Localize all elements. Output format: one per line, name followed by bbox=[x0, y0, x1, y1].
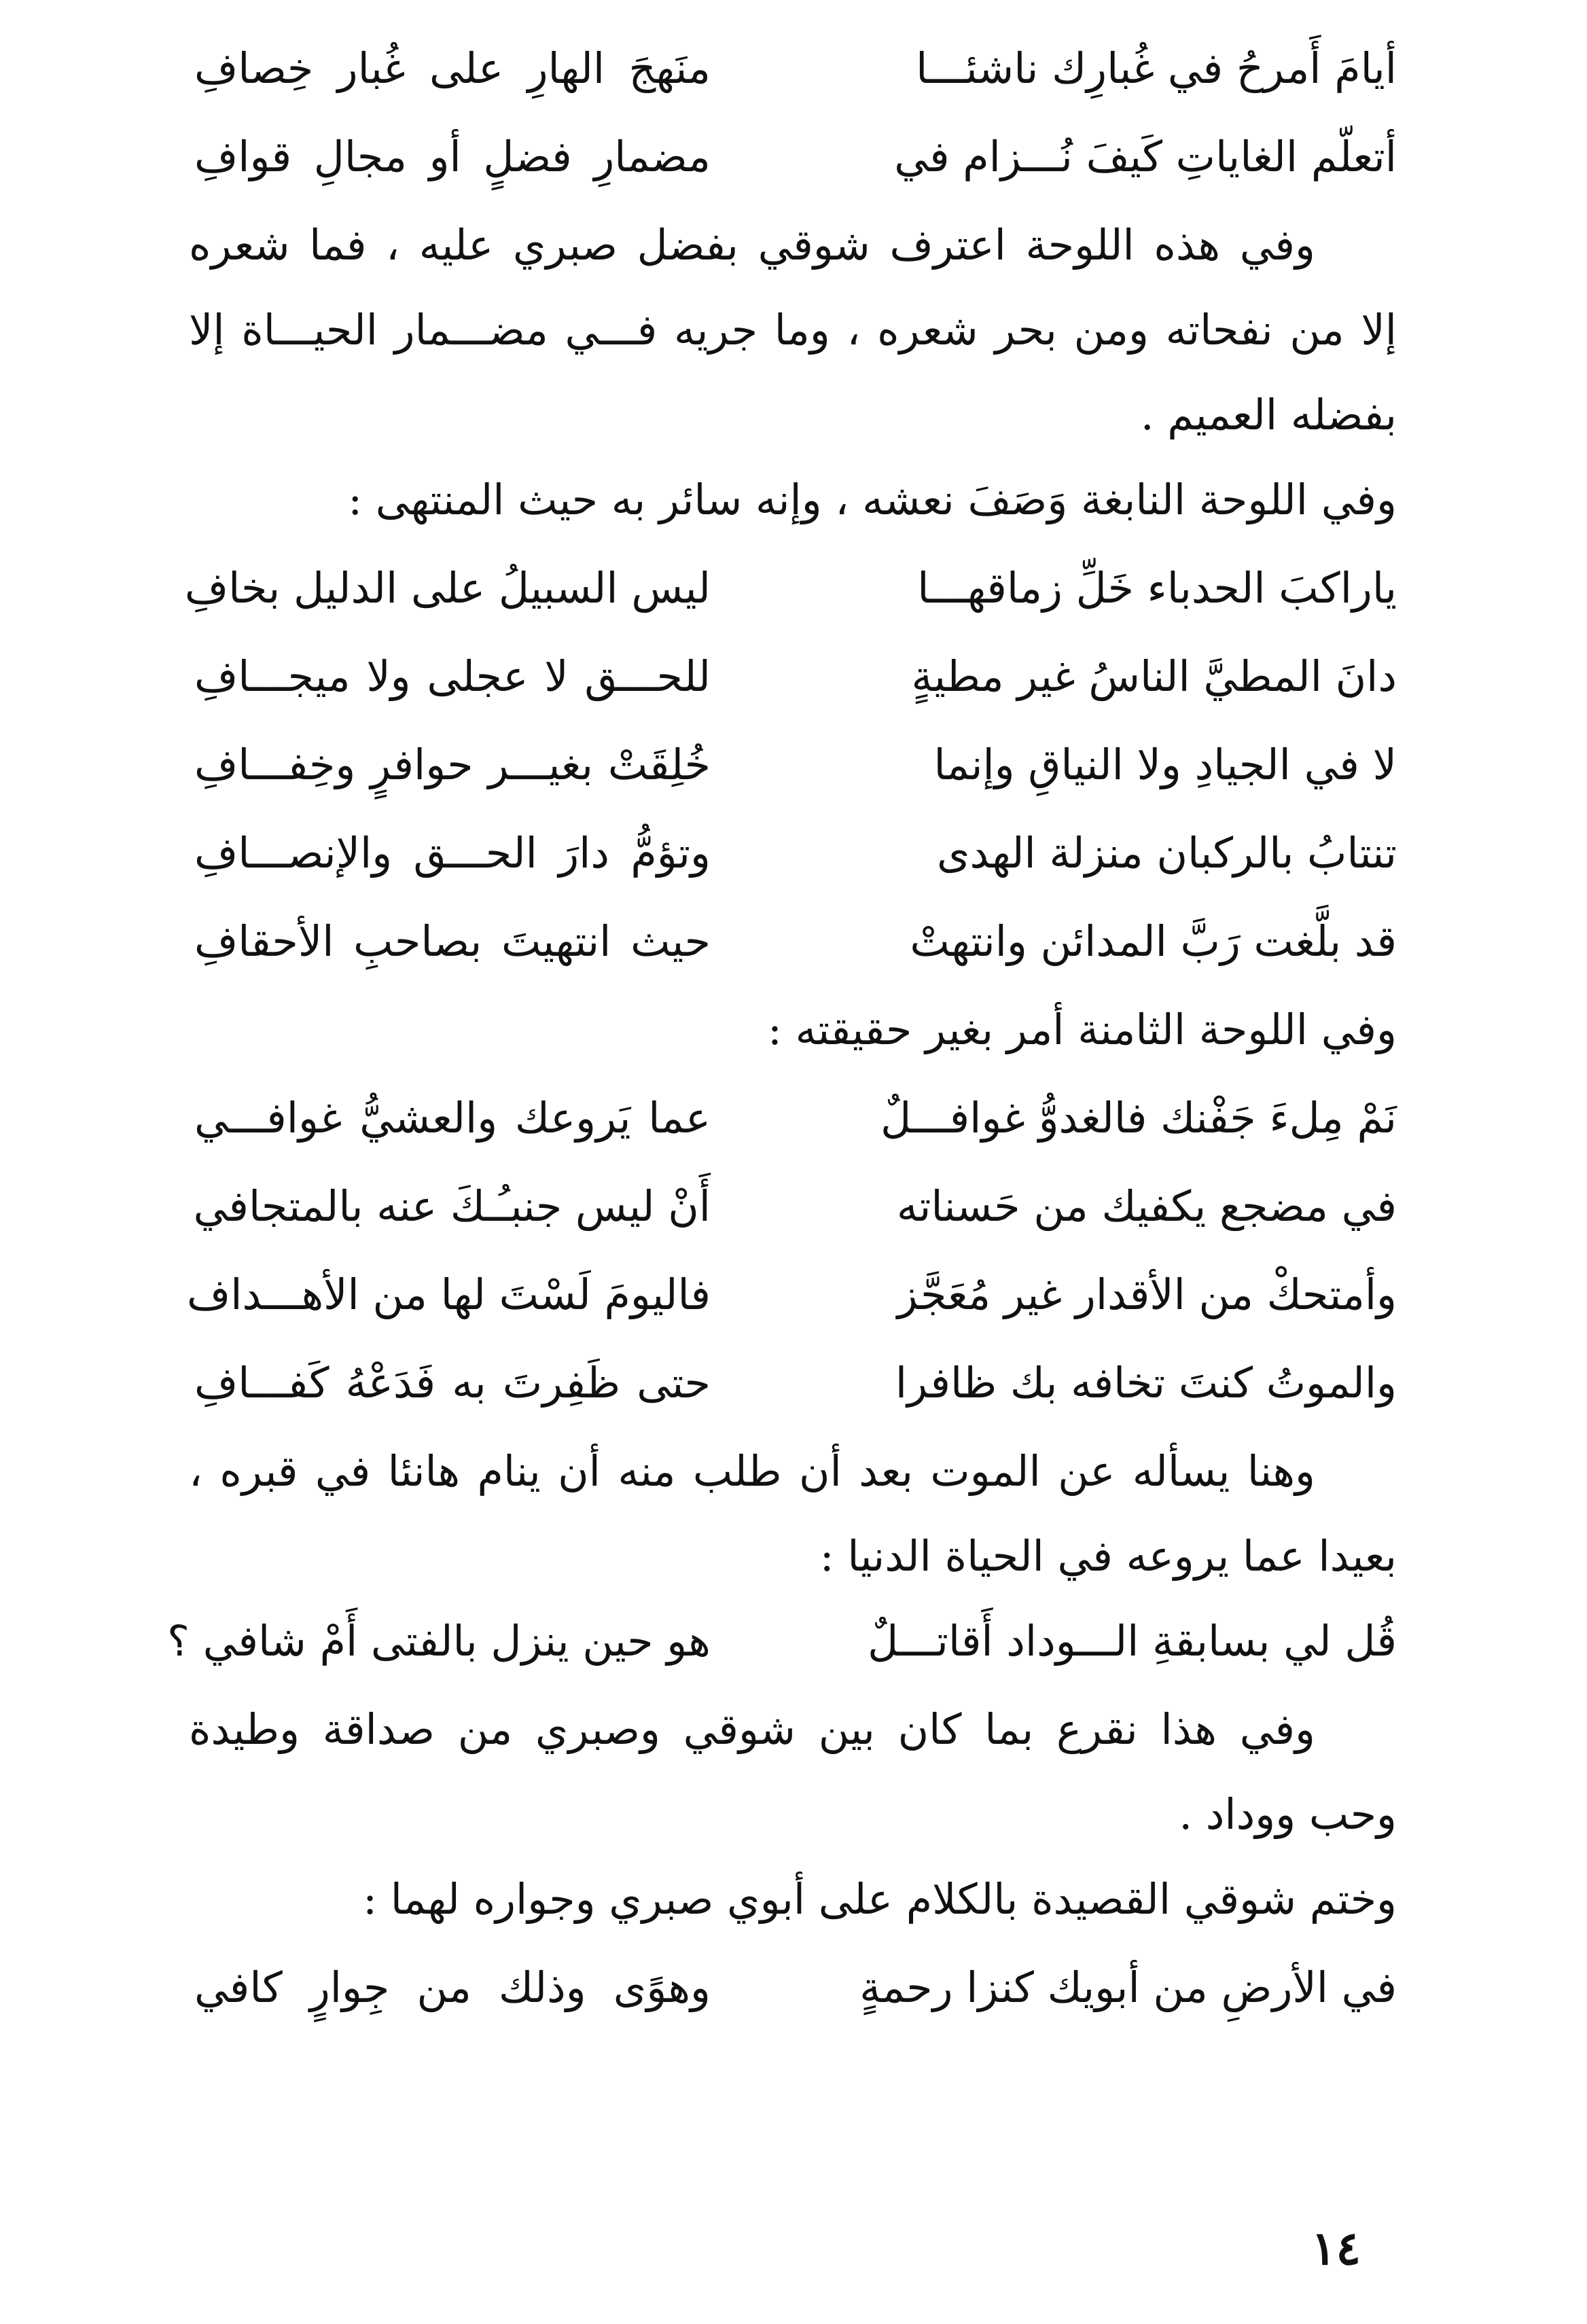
verse-3-second-hemistich: ليس السبيلُ على الدليل بخافِ bbox=[184, 563, 711, 613]
verse-10-second-hemistich: فاليومَ لَسْتَ لها من الأهـــداف bbox=[186, 1270, 711, 1319]
paragraph-1-line-1: وفي هذه اللوحة اعترف شوقي بفضل صبري عليه ، فما شعره bbox=[189, 220, 1315, 270]
verse-12-second-hemistich: هو حين ينزل بالفتى أَمْ شافي ؟ bbox=[167, 1616, 711, 1666]
paragraph-5-line-1: وفي هذا نقرع بما كان بين شوقي وصبري من صداقة وطيدة bbox=[189, 1704, 1315, 1754]
verse-8-second-hemistich: عما يَروعك والعشيُّ غوافـــي bbox=[194, 1093, 711, 1143]
verse-9-second-hemistich: أَنْ ليس جنبـُـكَ عنه بالمتجافي bbox=[193, 1181, 711, 1231]
verse-13-first-hemistich: في الأرضِ من أبويك كنزا رحمةٍ bbox=[859, 1963, 1397, 2012]
verse-5-second-hemistich: خُلِقَتْ بغيـــر حوافرٍ وخِفـــافِ bbox=[194, 740, 711, 789]
verse-2-first-hemistich: أتعلّم الغاياتِ كَيفَ نُـــزام في bbox=[894, 132, 1397, 181]
paragraph-4-line-2: بعيدا عما يروعه في الحياة الدنيا : bbox=[819, 1531, 1397, 1581]
verse-11-first-hemistich: والموتُ كنتَ تخافه بك ظافرا bbox=[895, 1358, 1397, 1408]
paragraph-1-line-3: بفضله العميم . bbox=[1140, 390, 1397, 440]
verse-5-first-hemistich: لا في الجيادِ ولا النياقِ وإنما bbox=[933, 740, 1397, 789]
paragraph-5-line-2: وحب ووداد . bbox=[1179, 1789, 1397, 1839]
verse-4-second-hemistich: للحـــق لا عجلى ولا ميجـــافِ bbox=[194, 651, 711, 701]
verse-4-first-hemistich: دانَ المطيَّ الناسُ غير مطيةٍ bbox=[911, 651, 1397, 701]
verse-1-first-hemistich: أيامَ أَمرحُ في غُبارِك ناشئـــا bbox=[916, 43, 1397, 93]
paragraph-3-line-1: وفي اللوحة الثامنة أمر بغير حقيقته : bbox=[768, 1005, 1397, 1054]
paragraph-2-line-1: وفي اللوحة النابغة وَصَفَ نعشه ، وإنه سائر به حيث المنتهى : bbox=[348, 475, 1397, 524]
verse-8-first-hemistich: نَمْ مِلءَ جَفْنك فالغدوُّ غوافـــلٌ bbox=[880, 1093, 1397, 1143]
verse-7-second-hemistich: حيث انتهيتَ بصاحبِ الأحقافِ bbox=[194, 916, 711, 966]
verse-11-second-hemistich: حتى ظَفِرتَ به فَدَعْهُ كَفـــافِ bbox=[194, 1358, 711, 1408]
verse-12-first-hemistich: قُل لي بسابقةِ الـــوداد أَقاتـــلٌ bbox=[868, 1616, 1397, 1666]
verse-2-second-hemistich: مضمارِ فضلٍ أو مجالِ قوافِ bbox=[194, 132, 711, 181]
paragraph-4-line-1: وهنا يسأله عن الموت بعد أن طلب منه أن ينام هانئا في قبره ، bbox=[189, 1446, 1315, 1496]
verse-3-first-hemistich: ياراكبَ الحدباء خَلِّ زماقهـــا bbox=[917, 563, 1397, 613]
verse-6-second-hemistich: وتؤمُّ دارَ الحـــق والإنصـــافِ bbox=[194, 828, 711, 878]
page-number: ١٤ bbox=[1311, 2221, 1361, 2276]
paragraph-1-line-2: إلا من نفحاته ومن بحر شعره ، وما جريه فـــي مضـــمار الحيـــاة إلا bbox=[189, 305, 1397, 355]
verse-6-first-hemistich: تنتابُ بالركبان منزلة الهدى bbox=[937, 828, 1397, 878]
verse-10-first-hemistich: وأمتحكْ من الأقدار غير مُعَجَّز bbox=[897, 1270, 1397, 1319]
verse-7-first-hemistich: قد بلَّغت رَبَّ المدائن وانتهتْ bbox=[910, 916, 1397, 966]
verse-13-second-hemistich: وهوًى وذلك من جِوارٍ كافي bbox=[194, 1963, 711, 2012]
paragraph-6-line-1: وختم شوقي القصيدة بالكلام على أبوي صبري وجواره لهما : bbox=[363, 1874, 1397, 1924]
verse-1-second-hemistich: منَهجَ الهارِ على غُبار خِصافِ bbox=[194, 43, 711, 93]
verse-9-first-hemistich: في مضجع يكفيك من حَسناته bbox=[896, 1181, 1397, 1231]
